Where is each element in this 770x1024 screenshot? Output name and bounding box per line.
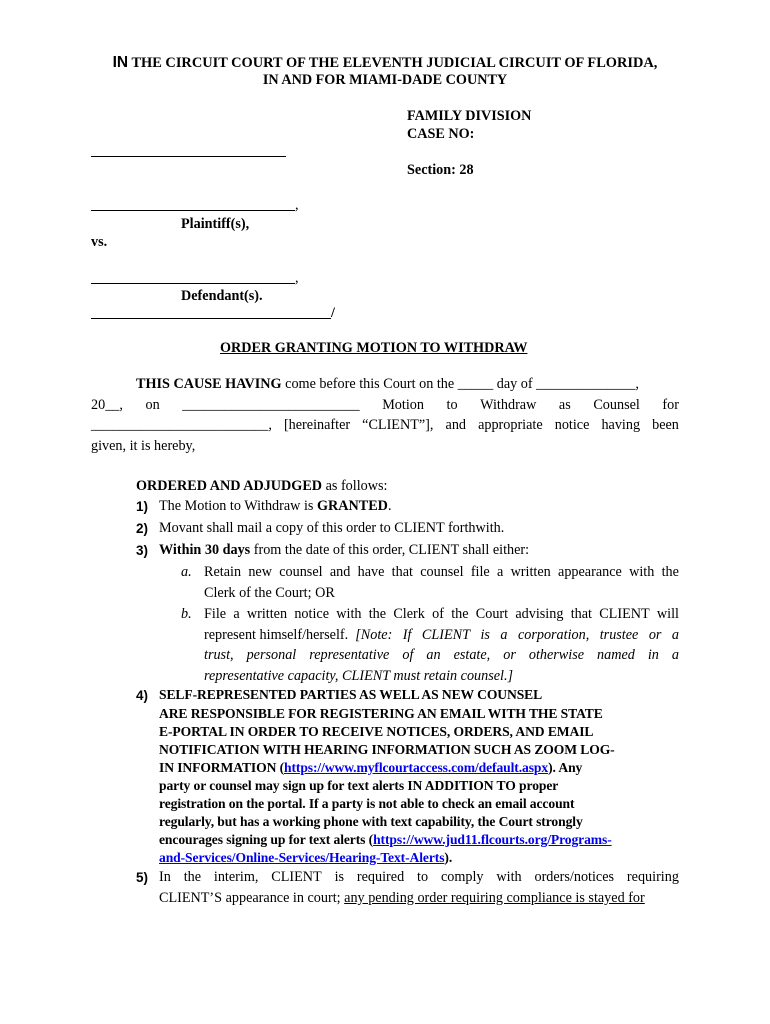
item-3a-word: Retain <box>204 564 242 580</box>
intro-word: for <box>662 397 679 413</box>
item-3a-word: written <box>510 564 551 580</box>
item-3b-word: the <box>451 606 469 622</box>
item-5-word: is <box>334 869 345 885</box>
case-number-label: CASE NO: <box>407 126 475 142</box>
note-word: CLIENT <box>421 627 471 643</box>
item-3b-word: advising <box>515 606 564 622</box>
note-word: a <box>671 627 679 643</box>
item-5-line-1 <box>159 869 679 886</box>
item-4-number: 4) <box>136 688 149 703</box>
item-5-word: required <box>356 869 405 885</box>
item-4-line-5 <box>159 760 582 776</box>
item-3b-word: will <box>656 606 679 622</box>
plaintiff-blank-line <box>91 210 295 211</box>
item-4-line-2: ARE RESPONSIBLE FOR REGISTERING AN EMAIL WITH THE STATE <box>159 706 603 721</box>
hearing-text-alerts-link-part-1[interactable]: https://www.jud11.flcourts.org/Programs- <box>373 832 612 847</box>
item-5-number: 5) <box>136 870 149 885</box>
item-3b-word: notice <box>294 606 329 622</box>
item-3a-line-1 <box>204 564 679 581</box>
item-5-word: In <box>159 869 171 885</box>
item-3b-word: Court <box>475 606 509 622</box>
intro-word: [hereinafter <box>283 417 351 433</box>
item-3b-line-3 <box>204 647 679 664</box>
item-4-line-6: party or counsel may sign up for text alerts IN ADDITION TO proper <box>159 778 559 793</box>
intro-line-1-text: come before this Court on the _____ day of ______________, <box>281 376 639 392</box>
item-3b-line-1 <box>204 606 679 623</box>
item-3-plain: from the date of this order, CLIENT shall either: <box>250 542 530 558</box>
note-word: [Note: <box>355 627 393 643</box>
intro-line-3 <box>91 417 679 434</box>
item-3b-word: written <box>246 606 288 622</box>
intro-word: and <box>445 417 467 433</box>
note-word: a <box>500 627 508 643</box>
plaintiff-label: Plaintiff(s), <box>181 216 250 232</box>
note-word: If <box>402 627 412 643</box>
item-5-word: comply <box>440 869 484 885</box>
item-3a-line-2: Clerk of the Court; OR <box>204 585 335 601</box>
item-3b-word: Clerk <box>393 606 425 622</box>
defendant-comma: , <box>295 270 299 286</box>
note-word: representative <box>309 647 390 663</box>
item-3a-word: file <box>470 564 490 580</box>
note-word: trust, <box>204 647 234 663</box>
item-3a-word: appearance <box>558 564 622 580</box>
item-4-line-10-end: ). <box>444 850 453 865</box>
item-3a-word: have <box>357 564 385 580</box>
section-label: Section: 28 <box>407 162 474 178</box>
versus-label: vs. <box>91 234 108 250</box>
item-3a-word: counsel <box>420 564 464 580</box>
note-word: a <box>671 647 679 663</box>
note-word: trustee <box>599 627 639 643</box>
item-3b-label: b. <box>181 606 192 622</box>
item-4-line-3: E-PORTAL IN ORDER TO RECEIVE NOTICES, ORDERS, AND EMAIL <box>159 724 594 739</box>
caption-slash: / <box>331 305 335 321</box>
item-5-word: to <box>417 869 429 885</box>
division-label: FAMILY DIVISION <box>407 108 532 124</box>
ordered-adjudged-rest: as follows: <box>322 478 388 494</box>
intro-word: notice <box>554 417 590 433</box>
item-3-number: 3) <box>136 543 149 558</box>
item-4-line-8: regularly, but has a working phone with text capability, the Court strongly <box>159 814 583 829</box>
intro-word: as <box>558 397 571 413</box>
intro-line-4: given, it is hereby, <box>91 438 196 454</box>
item-1-period: . <box>387 498 392 514</box>
intro-word: Motion <box>382 397 424 413</box>
intro-word: “CLIENT”], <box>362 417 434 433</box>
court-heading-in: IN <box>112 54 129 71</box>
item-5-line-2 <box>159 890 645 907</box>
item-3a-word: a <box>496 564 504 580</box>
intro-line-1 <box>136 376 639 393</box>
item-2-number: 2) <box>136 521 149 536</box>
item-3b-plain: represent himself/herself. <box>204 627 356 643</box>
note-word: or <box>503 647 516 663</box>
intro-line-2 <box>91 397 679 414</box>
item-4-line-7: registration on the portal. If a party is not able to check an email account <box>159 796 575 811</box>
item-3b-note-start <box>355 627 679 644</box>
caption-closing-line <box>91 318 331 319</box>
intro-word: Counsel <box>593 397 640 413</box>
note-word: personal <box>246 647 297 663</box>
hearing-text-alerts-link-part-2[interactable]: and-Services/Online-Services/Hearing-Text-Alerts <box>159 850 445 865</box>
item-5-word: requiring <box>626 869 679 885</box>
item-3a-word: with <box>629 564 655 580</box>
note-word: of <box>402 647 414 663</box>
item-3a-word: and <box>329 564 351 580</box>
item-4-line-5-start: IN INFORMATION ( <box>159 760 285 775</box>
item-4-line-10 <box>159 850 452 866</box>
item-3b-word: with <box>336 606 362 622</box>
item-4-line-5-end: ). Any <box>548 760 583 775</box>
item-4-line-9 <box>159 832 612 848</box>
item-5-word: orders/notices <box>534 869 615 885</box>
intro-word: on <box>145 397 160 413</box>
note-word: is <box>480 627 490 643</box>
item-3b-word: CLIENT <box>599 606 650 622</box>
order-title: ORDER GRANTING MOTION TO WITHDRAW <box>220 340 528 356</box>
item-5-word: with <box>496 869 522 885</box>
item-3b-word: a <box>233 606 240 622</box>
item-5-word: the <box>183 869 202 885</box>
item-3a-label: a. <box>181 564 192 580</box>
court-heading-line2: IN AND FOR MIAMI-DADE COUNTY <box>262 72 508 88</box>
item-1-plain: The Motion to Withdraw is <box>159 498 317 514</box>
this-cause-having: THIS CAUSE HAVING <box>136 376 282 392</box>
intro-word: Withdraw <box>480 397 537 413</box>
item-1-granted: GRANTED <box>316 498 388 514</box>
ordered-adjudged <box>136 478 387 495</box>
item-5-word: CLIENT <box>271 869 322 885</box>
item-3b-word: of <box>432 606 444 622</box>
note-word: estate, <box>453 647 491 663</box>
item-4-line-4: NOTIFICATION WITH HEARING INFORMATION SUCH AS ZOOM LOG- <box>159 742 615 757</box>
item-3b-word: File <box>204 606 227 622</box>
intro-word: 20__, <box>91 397 123 413</box>
defendant-label: Defendant(s). <box>181 288 263 304</box>
intro-word: appropriate <box>478 417 543 433</box>
court-heading-line1 <box>0 54 770 72</box>
intro-word: _________________________ <box>182 397 360 413</box>
court-heading-line1-text: THE CIRCUIT COURT OF THE ELEVENTH JUDICIAL CIRCUIT OF FLORIDA, <box>128 55 658 71</box>
intro-word: _________________________, <box>91 417 272 433</box>
note-word: or <box>648 627 662 643</box>
item-3a-word: counsel <box>279 564 323 580</box>
item-4-line-9-start: encourages signing up for text alerts ( <box>159 832 374 847</box>
item-3b-word: that <box>570 606 592 622</box>
item-3b-line-2 <box>204 627 679 644</box>
item-3a-word: new <box>248 564 272 580</box>
item-1-text <box>159 498 391 515</box>
item-1-number: 1) <box>136 499 149 514</box>
plaintiff-comma: , <box>295 197 299 213</box>
note-word: named <box>597 647 635 663</box>
item-3a-word: that <box>391 564 413 580</box>
note-word: in <box>647 647 659 663</box>
myflcourtaccess-link[interactable]: https://www.myflcourtaccess.com/default.aspx <box>284 760 549 775</box>
item-5-word: interim, <box>213 869 259 885</box>
item-3b-line-4: representative capacity, CLIENT must retain counsel.] <box>204 668 514 684</box>
item-5-line-2-start: CLIENT’S appearance in court; <box>159 890 345 906</box>
item-3-text <box>159 542 529 559</box>
item-4-line-1: SELF-REPRESENTED PARTIES AS WELL AS NEW COUNSEL <box>159 687 543 702</box>
petitioner-blank-line <box>91 156 286 157</box>
note-word: corporation, <box>517 627 590 643</box>
item-2-text: Movant shall mail a copy of this order to CLIENT forthwith. <box>159 520 505 536</box>
note-word: an <box>426 647 441 663</box>
item-3a-word: the <box>661 564 679 580</box>
intro-word: been <box>652 417 679 433</box>
intro-word: to <box>446 397 458 413</box>
item-5-line-2-underlined: any pending order requiring compliance is stayed for <box>344 890 645 906</box>
item-3b-word: the <box>368 606 387 622</box>
intro-word: having <box>601 417 641 433</box>
item-3-bold: Within 30 days <box>159 542 251 558</box>
ordered-adjudged-bold: ORDERED AND ADJUDGED <box>136 478 323 494</box>
defendant-blank-line <box>91 283 295 284</box>
note-word: otherwise <box>528 647 585 663</box>
